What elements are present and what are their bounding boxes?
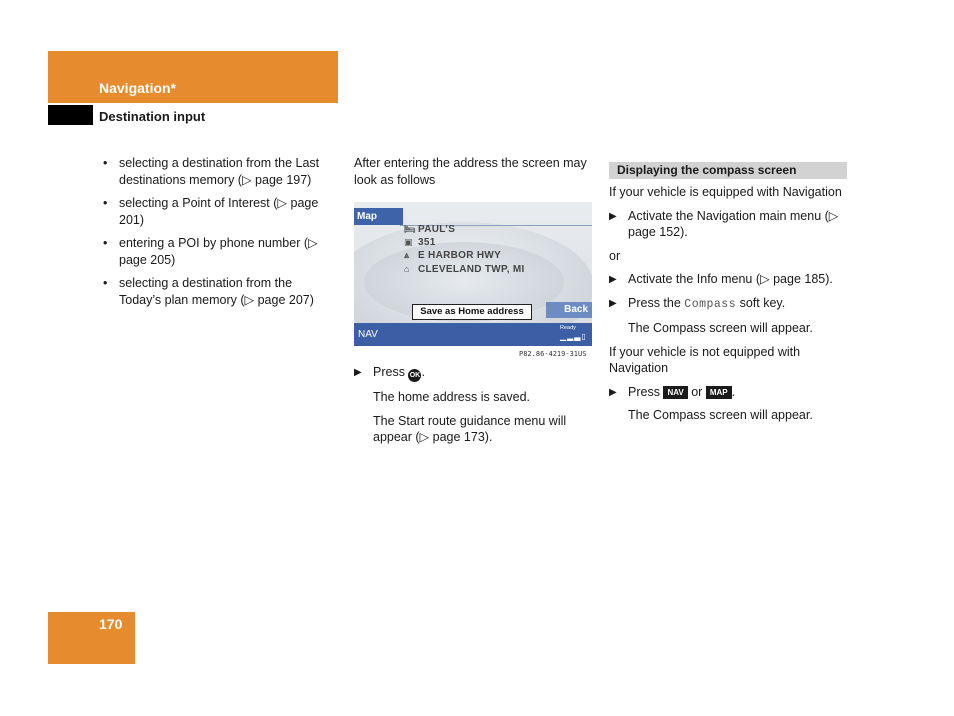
- ok-key-icon: OK: [408, 369, 421, 382]
- step: ▶ Activate the Info menu (▷ page 185).: [609, 271, 847, 288]
- status-bar: [354, 323, 592, 346]
- section-title: Navigation*: [99, 80, 177, 96]
- or-text: or: [609, 248, 621, 263]
- list-item-text: selecting a destination from the Last destinations memory (▷ page 197): [119, 156, 320, 187]
- list-item: • entering a POI by phone number (▷ page 205): [103, 236, 318, 267]
- arrow-icon: ▶: [609, 297, 617, 309]
- page-number: 170: [99, 616, 123, 632]
- step: ▶ Activate the Navigation main menu (▷ page 152).: [609, 208, 839, 239]
- header-bar: [48, 51, 338, 103]
- map-key-icon: MAP: [706, 386, 732, 399]
- list-item-text: selecting a destination from the Today’s plan memory (▷ page 207): [119, 276, 314, 307]
- list-item: • selecting a destination from the Last destinations memory (▷ page 197): [103, 156, 320, 187]
- step: ▶ Press the Compass soft key.: [609, 295, 786, 311]
- result-text: The Start route guidance menu will appear (▷ page 173).: [373, 413, 567, 444]
- arrow-icon: ▶: [354, 367, 362, 378]
- left-column: [100, 155, 335, 315]
- right-column: [609, 162, 847, 431]
- arrow-icon: ▶: [609, 210, 617, 222]
- address-line: 🛏 PAUL’S: [404, 224, 456, 235]
- middle-column-steps: [354, 364, 594, 453]
- condition-text: If your vehicle is not equipped with Navigation: [609, 344, 801, 375]
- save-as-home-address-button: Save as Home address: [412, 304, 532, 320]
- address-line: ▣ 351: [404, 237, 436, 248]
- list-item-text: entering a POI by phone number (▷ page 205): [119, 236, 318, 267]
- list-item-text: selecting a Point of Interest (▷ page 201): [119, 196, 319, 227]
- list-item: • selecting a destination from the Today’s plan memory (▷ page 207): [103, 276, 314, 307]
- middle-column-intro: [354, 155, 594, 195]
- step: ▶ Press NAV or MAP .: [609, 384, 847, 401]
- back-softkey: Back: [546, 302, 592, 318]
- nav-label: NAV: [358, 329, 378, 340]
- result-text: The Compass screen will appear.: [628, 408, 813, 422]
- display-screenshot: [354, 202, 592, 346]
- street-icon: ⩓: [404, 250, 410, 260]
- city-icon: ⌂: [404, 264, 410, 274]
- nav-key-icon: NAV: [663, 386, 687, 399]
- step: ▶ Press OK.: [354, 364, 594, 382]
- section-tab-marker: [48, 105, 93, 125]
- compass-softkey-label: Compass: [684, 297, 737, 311]
- subsection-title: Destination input: [99, 109, 206, 124]
- figure-caption: P82.86-4219-31US: [519, 350, 587, 358]
- arrow-icon: ▶: [609, 274, 617, 285]
- signal-strength-icon: ▁▂▃▯: [560, 332, 587, 341]
- result-text: The home address is saved.: [373, 390, 531, 404]
- map-softkey: Map: [354, 208, 403, 225]
- section-heading: Displaying the compass screen: [609, 162, 847, 179]
- arrow-icon: ▶: [609, 386, 617, 398]
- result-text: The Compass screen will appear.: [628, 321, 813, 335]
- bed-icon: 🛏: [404, 224, 416, 234]
- address-line: ⌂ CLEVELAND TWP, MI: [404, 264, 525, 275]
- list-item: • selecting a Point of Interest (▷ page 201): [103, 196, 319, 227]
- intro-text: After entering the address the screen may look as follows: [354, 156, 587, 187]
- ready-status: Ready: [560, 325, 576, 331]
- house-number-icon: ▣: [404, 237, 413, 247]
- address-line: ⩓ E HARBOR HWY: [404, 250, 502, 261]
- condition-text: If your vehicle is equipped with Navigation: [609, 185, 842, 199]
